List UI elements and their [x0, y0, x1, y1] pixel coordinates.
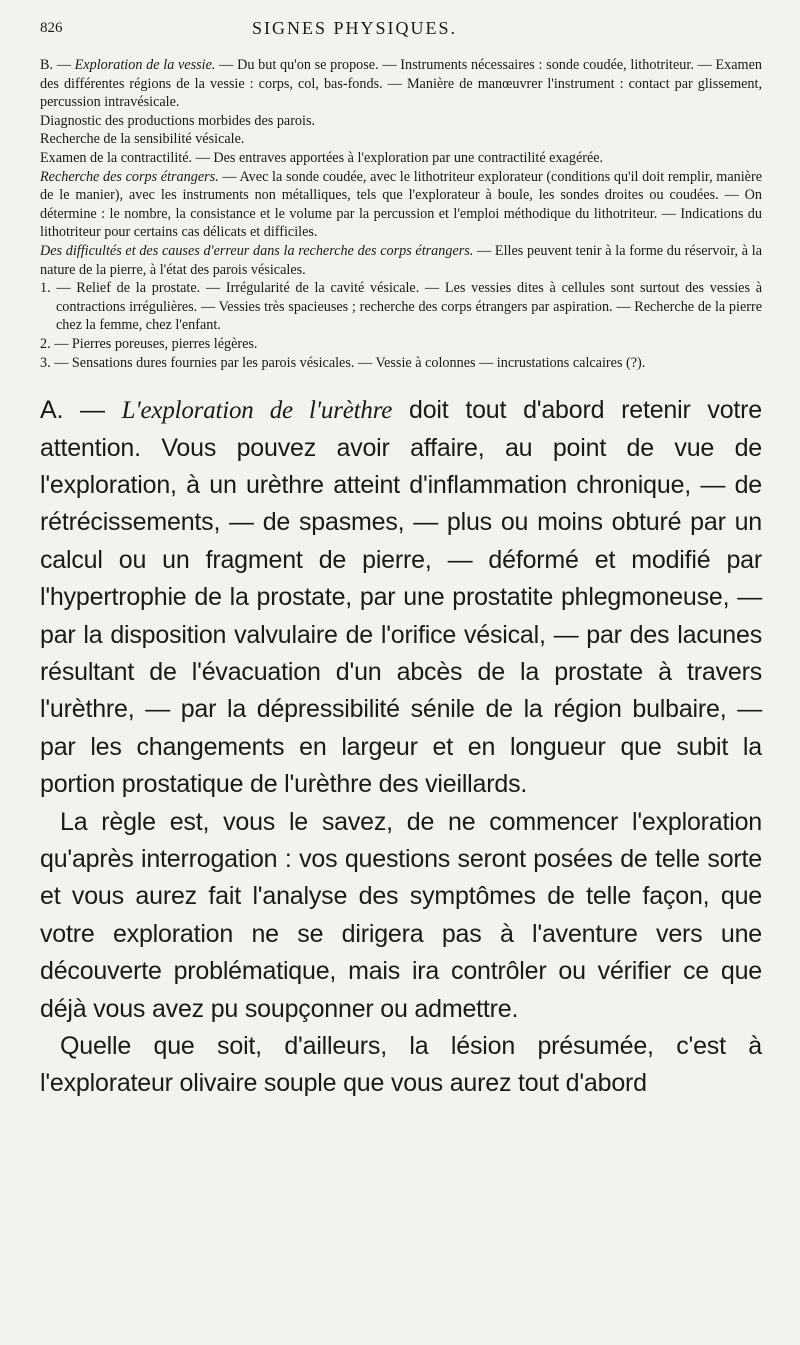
page-header — [40, 16, 762, 56]
chapter-summary — [40, 56, 762, 372]
summary-item: 2. — Pierres poreuses, pierres légères. — [40, 335, 258, 352]
paragraph: A. — L'exploration de l'urèthre doit tout d'abord retenir votre attention. Vous pouvez avoir affaire, au point de vue de l'exploration, à un urèthre atteint d'inflammation chronique, — de rétrécissements, — de spasmes, — plus ou moins obturé par un calcul ou un fragment de pierre, — déformé et modifié par l'hypertrophie de la prostate, par une prostatite phlegmoneuse, — par la disposition valvulaire de l'orifice vésical, — par des lacunes résultant de l'évacuation d'un abcès de la prostate à travers l'urèthre, — par la dépressibilité sénile de la région bulbaire, — par les changements en largeur et en longueur que subit la portion prostatique de l'urèthre des vieillards. — [40, 396, 762, 799]
paragraph: La règle est, vous le savez, de ne commencer l'exploration qu'après interrogation : vos questions seront posées de telle sorte et vous aurez fait l'analyse des symptômes de telle façon, que votre exploration ne se dirigera pas à l'aventure vers une découverte problématique, mais ira contrôler ou vérifier ce que déjà vous avez pu soupçonner ou admettre. — [40, 807, 762, 1023]
paragraph: Quelle que soit, d'ailleurs, la lésion présumée, c'est à l'explorateur olivaire souple que vous aurez tout d'abord — [40, 1032, 762, 1098]
summary-item: Examen de la contractilité. — Des entraves apportées à l'exploration par une contractilité exagérée. — [40, 149, 604, 166]
summary-item: Diagnostic des productions morbides des parois. — [40, 112, 316, 129]
summary-item: 1. — Relief de la prostate. — Irrégularité de la cavité vésicale. — Les vessies dites à cellules sont surtout des vessies à contractions irrégulières. — Vessies très spacieuses ; recherche des corps étrangers par aspiration. — Recherche de la pierre chez la femme, chez l'enfant. — [40, 280, 762, 334]
summary-item: B. — Exploration de la vessie. — Du but qu'on se propose. — Instruments nécessaires : sonde coudée, lithotriteur. — Examen des différentes régions de la vessie : corps, col, bas-fonds. — Manière de manœuvrer l'instrument : contact par glissement, percussion intravésicale. — [40, 57, 762, 111]
running-title: SIGNES PHYSIQUES. — [252, 18, 458, 38]
book-page — [40, 16, 762, 1103]
summary-item: 3. — Sensations dures fournies par les parois vésicales. — Vessie à colonnes — incrustations calcaires (?). — [40, 354, 646, 371]
page-number: 826 — [40, 20, 63, 36]
summary-item: Des difficultés et des causes d'erreur dans la recherche des corps étrangers. — Elles peuvent tenir à la forme du réservoir, à la nature de la pierre, à l'état des parois vésicales. — [40, 242, 762, 278]
summary-item: Recherche des corps étrangers. — Avec la sonde coudée, avec le lithotriteur explorateur (conditions qu'il doit remplir, manière de le manier), avec les instruments non métalliques, tels que l'explorateur à boule, les sondes droites ou coudées. — On détermine : le nombre, la consistance et le volume par la percussion et l'emploi méthodique du lithotriteur. — Indications du lithotriteur pour certains cas délicats et difficiles. — [40, 168, 762, 241]
summary-item: Recherche de la sensibilité vésicale. — [40, 131, 245, 148]
main-text — [40, 392, 762, 1103]
